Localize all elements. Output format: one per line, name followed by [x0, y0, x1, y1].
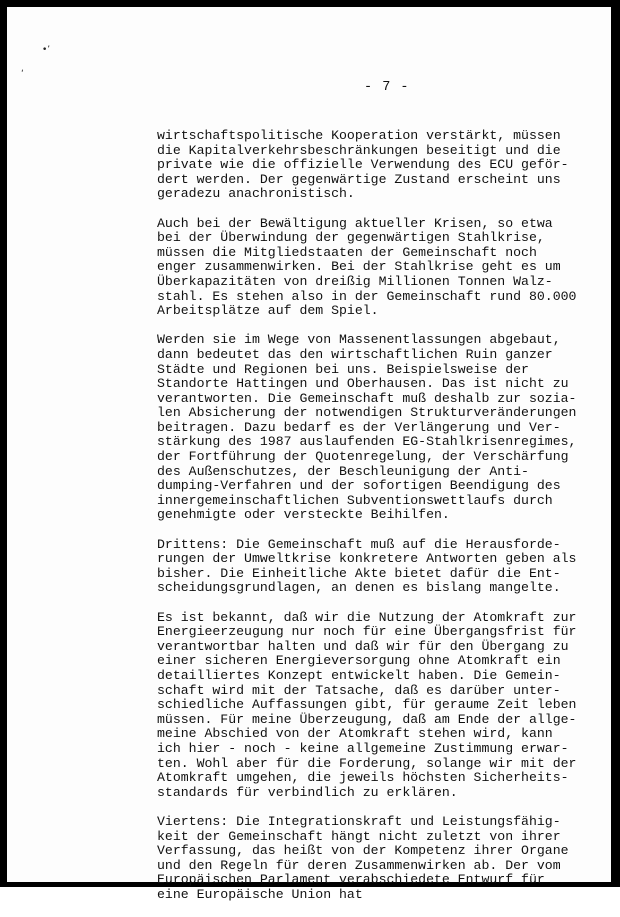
- paragraph: [157, 332, 577, 523]
- text-line: Viertens: Die Integrationskraft und Leistungsfähig-: [157, 813, 561, 829]
- text-line: der Fortführung der Quotenregelung, der Verschärfung: [157, 449, 569, 465]
- page-number: - 7 -: [364, 80, 410, 95]
- text-line: Städte und Regionen bei uns. Beispielsweise der: [157, 361, 529, 377]
- text-line: dann bedeutet das den wirtschaftlichen Ruin ganzer: [157, 346, 553, 362]
- text-line: müssen die Mitgliedstaaten der Gemeinschaft noch: [157, 244, 537, 260]
- paragraph: [157, 215, 577, 319]
- text-line: verantworten. Die Gemeinschaft muß deshalb zur sozia-: [157, 390, 577, 406]
- text-line: einer sicheren Energieversorgung ohne Atomkraft ein: [157, 653, 561, 669]
- text-line: Arbeitsplätze auf dem Spiel.: [157, 303, 379, 319]
- text-line: dumping-Verfahren und der sofortigen Beendigung des: [157, 478, 561, 494]
- text-line: Drittens: Die Gemeinschaft muß auf die Herausforde-: [157, 536, 561, 552]
- scan-speck-lower: ‘: [21, 69, 24, 79]
- text-line: scheidungsgrundlagen, an denen es bislang mangelte.: [157, 580, 561, 596]
- text-line: und den Regeln für deren Zusammenwirken ab. Der vom: [157, 857, 561, 873]
- text-line: private wie die offizielle Verwendung des ECU geför-: [157, 157, 569, 173]
- text-line: enger zusammenwirken. Bei der Stahlkrise geht es um: [157, 259, 561, 275]
- text-line: des Außenschutzes, der Beschleunigung der Anti-: [157, 463, 529, 479]
- text-line: wirtschaftspolitische Kooperation verstärkt, müssen: [157, 128, 561, 143]
- text-line: bei der Überwindung der gegenwärtigen Stahlkrise,: [157, 230, 545, 246]
- text-line: standards für verbindlich zu erklären.: [157, 784, 458, 800]
- text-line: Standorte Hattingen und Oberhausen. Das ist nicht zu: [157, 376, 569, 392]
- scan-speck-upper: •’: [42, 45, 51, 55]
- text-line: Energieerzeugung nur noch für eine Übergangsfrist für: [157, 624, 577, 640]
- text-line: stärkung des 1987 auslaufenden EG-Stahlkrisenregimes,: [157, 434, 577, 450]
- paragraph: [157, 128, 569, 202]
- text-line: verantwortbar halten und daß wir für den Übergang zu: [157, 638, 569, 654]
- text-line: stahl. Es stehen also in der Gemeinschaft rund 80.000: [157, 288, 577, 304]
- text-line: Werden sie im Wege von Massenentlassungen abgebaut,: [157, 332, 561, 348]
- text-line: schiedliche Auffassungen gibt, für geraume Zeit leben: [157, 697, 577, 713]
- text-line: die Kapitalverkehrsbeschränkungen beseitigt und die: [157, 142, 561, 158]
- text-line: geradezu anachronistisch.: [157, 186, 355, 202]
- text-line: detailliertes Konzept entwickelt haben. Die Gemein-: [157, 667, 561, 683]
- paragraph: [157, 609, 577, 801]
- text-line: dert werden. Der gegenwärtige Zustand erscheint uns: [157, 171, 561, 187]
- text-line: eine Europäische Union hat: [157, 886, 363, 902]
- paragraph: [157, 536, 577, 596]
- text-line: genehmigte oder versteckte Beihilfen.: [157, 507, 450, 523]
- document-body: [157, 128, 577, 917]
- text-line: Europäischen Parlament verabschiedete Entwurf für: [157, 872, 545, 888]
- text-line: ten. Wohl aber für die Forderung, solange wir mit der: [157, 755, 577, 771]
- text-line: Überkapazitäten von dreißig Millionen Tonnen Walz-: [157, 273, 553, 289]
- text-line: bisher. Die Einheitliche Akte bietet dafür die Ent-: [157, 565, 561, 581]
- text-line: innergemeinschaftlichen Subventionswettlaufs durch: [157, 492, 553, 508]
- text-line: Es ist bekannt, daß wir die Nutzung der Atomkraft zur: [157, 609, 577, 625]
- paragraph: [157, 813, 569, 903]
- text-line: ich hier - noch - keine allgemeine Zustimmung erwar-: [157, 740, 569, 756]
- text-line: keit der Gemeinschaft hängt nicht zuletzt von ihrer: [157, 828, 561, 844]
- text-line: rungen der Umweltkrise konkretere Antworten geben als: [157, 551, 577, 567]
- text-line: Auch bei der Bewältigung aktueller Krisen, so etwa: [157, 215, 553, 231]
- text-line: beitragen. Dazu bedarf es der Verlängerung und Ver-: [157, 419, 561, 435]
- text-line: Atomkraft umgehen, die jeweils höchsten Sicherheits-: [157, 770, 569, 786]
- text-line: len Absicherung der notwendigen Strukturveränderungen: [157, 405, 577, 421]
- text-line: müssen. Für meine Überzeugung, daß am Ende der allge-: [157, 711, 577, 727]
- text-line: Verfassung, das heißt von der Kompetenz ihrer Organe: [157, 843, 569, 859]
- text-line: schaft wird mit der Tatsache, daß es darüber unter-: [157, 682, 561, 698]
- text-line: meine Abschied von der Atomkraft stehen wird, kann: [157, 726, 553, 742]
